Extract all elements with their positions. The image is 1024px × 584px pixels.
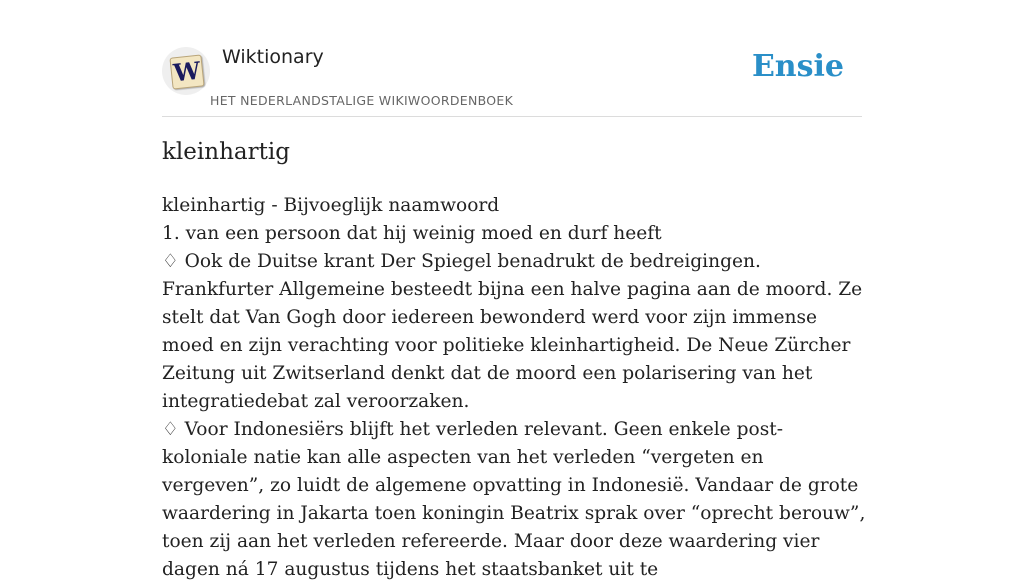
w-tile-icon: W [169, 54, 204, 89]
page-title: kleinhartig [162, 139, 290, 165]
site-subtitle: HET NEDERLANDSTALIGE WIKIWOORDENBOEK [210, 93, 514, 108]
site-name[interactable]: Wiktionary [222, 46, 324, 68]
entry-content [162, 192, 866, 584]
example-2: ♢ Voor Indonesiërs blijft het verleden relevant. Geen enkele post-koloniale natie kan alle aspecten van het verleden “vergeten en vergeven”, zo luidt de algemene opvatting in Indonesië. Vandaar de grote waardering in Jakarta toen koningin Beatrix sprak over “oprecht berouw”, toen zij aan het verleden refereerde. Maar door deze waardering vier dagen ná 17 augustus tijdens het staatsbanket uit te [162, 419, 866, 580]
site-header [162, 0, 862, 117]
entry-heading-line: kleinhartig - Bijvoeglijk naamwoord [162, 195, 500, 216]
definition: 1. van een persoon dat hij weinig moed en durf heeft [162, 223, 662, 244]
ensie-brand-logo[interactable]: Ensie [751, 49, 844, 84]
example-1: ♢ Ook de Duitse krant Der Spiegel benadrukt de bedreigingen. Frankfurter Allgemeine besteedt bijna een halve pagina aan de moord. Ze stelt dat Van Gogh door iedereen bewonderd werd voor zijn immense moed en zijn verachting voor politieke kleinhartigheid. De Neue Zürcher Zeitung uit Zwitserland denkt dat de moord een polarisering van het integratiedebat zal veroorzaken. [162, 251, 863, 412]
wiktionary-logo[interactable] [162, 47, 210, 95]
